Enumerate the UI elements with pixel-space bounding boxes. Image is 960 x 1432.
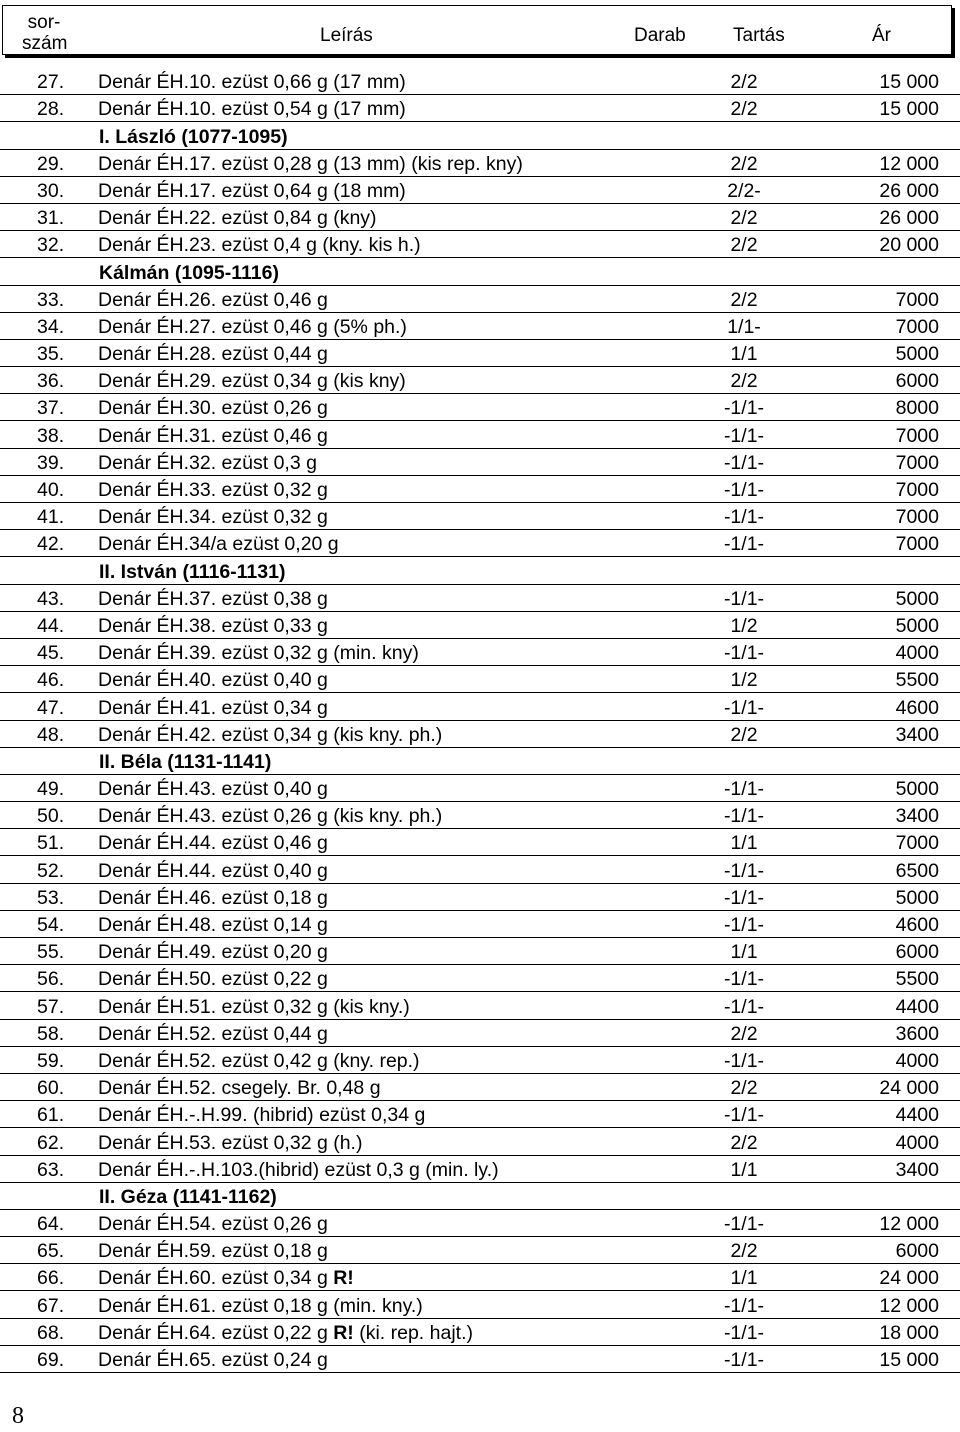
item-number: 41. [37,506,65,529]
table-row [0,585,960,612]
header-number-line1: sor- [27,12,61,33]
item-description [98,316,407,338]
item-description [98,1050,420,1072]
item-description-text: Denár ÉH.65. ezüst 0,24 g [98,1349,328,1371]
item-condition: 2/2 [730,1022,758,1045]
header-number [22,12,66,54]
item-description [98,479,328,501]
item-description-text: Denár ÉH.33. ezüst 0,32 g [98,479,328,501]
item-price: 6000 [895,1240,939,1263]
item-description [98,1213,328,1235]
item-price: 4600 [895,914,939,936]
table-row [0,1128,960,1155]
header-condition: Tartás [733,25,785,46]
item-description-text: Denár ÉH.51. ezüst 0,32 g (kis kny.) [98,995,410,1018]
item-price: 15 000 [879,71,939,94]
item-description [98,832,328,854]
item-description-text: Denár ÉH.-.H.103.(hibrid) ezüst 0,3 g (min. ly.) [98,1158,499,1181]
item-description-text: Denár ÉH.-.H.99. (hibrid) ezüst 0,34 g [98,1104,426,1127]
item-number: 60. [37,1077,65,1100]
table-row [0,231,960,258]
section-header [0,557,960,584]
item-number: 57. [37,995,65,1018]
item-description [98,1295,423,1317]
item-number: 40. [37,479,65,501]
item-condition: 2/2 [730,1077,758,1100]
item-number: 36. [37,370,65,393]
item-description [98,98,406,120]
item-description [98,778,328,800]
item-condition: -1/1- [723,859,765,882]
table-row [0,1074,960,1101]
item-number: 43. [37,587,65,610]
item-description [98,968,328,990]
item-description-text: Denár ÉH.64. ezüst 0,22 g [98,1321,334,1344]
section-title: II. István (1116-1131) [99,560,286,583]
item-description [98,697,328,719]
item-number: 59. [37,1049,65,1072]
section-title: I. László (1077-1095) [99,125,288,148]
item-number: 55. [37,941,65,964]
item-description [98,207,377,229]
table-row [0,1047,960,1074]
item-number: 44. [37,614,65,637]
item-price: 26 000 [879,179,939,202]
item-number: 49. [37,778,65,801]
item-condition: -1/1- [723,424,765,447]
table-header [2,5,952,55]
table-row [0,421,960,448]
item-condition: -1/1- [723,587,765,610]
header-number-line2: szám [22,33,68,54]
item-condition: 1/2 [730,669,758,692]
item-description-text: Denár ÉH.39. ezüst 0,32 g (min. kny) [98,642,419,665]
section-header [0,258,960,285]
item-description-text: Denár ÉH.38. ezüst 0,33 g [98,614,328,637]
item-condition: -1/1- [723,1213,765,1236]
item-condition: -1/1- [723,642,765,665]
item-description [98,914,328,936]
table-row [0,394,960,421]
item-condition: 2/2 [730,234,758,257]
item-condition: 2/2 [730,152,758,175]
item-number: 50. [37,805,65,828]
item-description-text: Denár ÉH.50. ezüst 0,22 g [98,968,328,991]
item-condition: 2/2 [730,98,758,121]
item-description-text: Denár ÉH.42. ezüst 0,34 g (kis kny. ph.) [98,723,443,746]
item-description-text: Denár ÉH.30. ezüst 0,26 g [98,397,328,420]
item-condition: -1/1- [723,886,765,909]
item-description-text: Denár ÉH.49. ezüst 0,20 g [98,941,328,964]
item-number: 46. [37,669,65,692]
table-row [0,1020,960,1047]
item-price: 5500 [895,669,939,692]
item-price: 5000 [895,886,939,909]
item-price: 12 000 [879,152,939,175]
item-price: 3400 [895,723,939,746]
item-description [98,533,339,555]
item-number: 28. [37,98,65,121]
item-description [98,941,328,963]
item-description [98,71,406,93]
item-number: 65. [37,1240,65,1263]
item-number: 47. [37,696,65,719]
item-number: 69. [37,1349,65,1371]
item-price: 7000 [895,288,939,311]
item-condition: 2/2 [730,71,758,94]
item-condition: -1/1- [723,1294,765,1317]
item-description [98,1267,354,1289]
table-row [0,68,960,95]
item-price: 4000 [895,1131,939,1154]
table-row [0,856,960,883]
table-row [0,693,960,720]
item-number: 67. [37,1294,65,1317]
item-description-text: Denár ÉH.34/a ezüst 0,20 g [98,533,339,556]
item-condition: 2/2 [730,288,758,311]
table-row [0,612,960,639]
table-row [0,1291,960,1318]
table-row [0,1237,960,1264]
item-description [98,506,328,528]
item-number: 42. [37,533,65,556]
table-row [0,775,960,802]
item-description-text: Denár ÉH.23. ezüst 0,4 g (kny. kis h.) [98,234,421,257]
item-description [98,996,410,1018]
item-price: 24 000 [879,1267,939,1290]
item-description-text: Denár ÉH.17. ezüst 0,28 g (13 mm) (kis rep. kny) [98,152,523,175]
item-number: 35. [37,343,65,366]
section-header [0,748,960,775]
item-number: 27. [37,71,65,94]
item-price: 7000 [895,424,939,447]
item-condition: -1/1- [723,533,765,556]
item-price: 12 000 [879,1213,939,1236]
item-price: 6000 [895,370,939,393]
item-description-text: Denár ÉH.59. ezüst 0,18 g [98,1240,328,1263]
header-price: Ár [872,25,891,46]
item-description-text: Denár ÉH.48. ezüst 0,14 g [98,914,328,936]
item-condition: -1/1- [723,451,765,474]
item-description [98,370,406,392]
item-price: 5500 [895,968,939,991]
item-description-text: Denár ÉH.22. ezüst 0,84 g (kny) [98,207,377,230]
item-condition: -1/1- [723,914,765,936]
item-description-text: Denár ÉH.44. ezüst 0,46 g [98,832,328,855]
item-number: 64. [37,1213,65,1236]
page-number: 8 [12,1403,24,1429]
table-row [0,1101,960,1128]
item-description [98,588,328,610]
item-number: 45. [37,642,65,665]
item-condition: -1/1- [723,1049,765,1072]
table-row [0,829,960,856]
item-description-text: Denár ÉH.26. ezüst 0,46 g [98,288,328,311]
table-row [0,884,960,911]
item-condition: 1/2 [730,614,758,637]
item-condition: -1/1- [723,397,765,420]
item-price: 7000 [895,533,939,556]
section-title: Kálmán (1095-1116) [99,261,279,284]
item-price: 5000 [895,778,939,801]
item-price: 26 000 [879,207,939,230]
item-description-text: Denár ÉH.60. ezüst 0,34 g [98,1267,334,1290]
table-row [0,965,960,992]
table-row [0,802,960,829]
item-price: 6000 [895,941,939,964]
item-description [98,289,328,311]
section-header [0,1183,960,1210]
item-condition: 1/1 [730,1158,758,1181]
table-row [0,1156,960,1183]
item-condition: 2/2 [730,370,758,393]
table-row [0,639,960,666]
item-number: 62. [37,1131,65,1154]
item-description [98,1159,499,1181]
item-number: 37. [37,397,65,420]
item-number: 30. [37,179,65,202]
rarity-mark: R! [333,1321,354,1344]
item-description-text: Denár ÉH.52. ezüst 0,42 g (kny. rep.) [98,1049,420,1072]
item-price: 7000 [895,315,939,338]
item-price: 24 000 [879,1077,939,1100]
section-title: II. Béla (1131-1141) [99,750,272,773]
item-description-text: Denár ÉH.52. ezüst 0,44 g [98,1022,328,1045]
item-price: 4000 [895,642,939,665]
table-row [0,449,960,476]
item-price: 5000 [895,343,939,366]
item-price: 8000 [895,397,939,420]
item-description-text: Denár ÉH.37. ezüst 0,38 g [98,587,328,610]
item-price: 4600 [895,696,939,719]
item-description [98,234,421,256]
item-description [98,397,328,419]
item-number: 54. [37,914,65,936]
item-description-text: Denár ÉH.29. ezüst 0,34 g (kis kny) [98,370,406,393]
item-description-text: Denár ÉH.31. ezüst 0,46 g [98,424,328,447]
item-condition: -1/1- [723,805,765,828]
item-condition: 2/2 [730,1240,758,1263]
item-price: 4000 [895,1049,939,1072]
item-number: 63. [37,1158,65,1181]
item-price: 15 000 [879,98,939,121]
item-description [98,1322,473,1344]
item-description-text: Denár ÉH.52. csegely. Br. 0,48 g [98,1077,381,1100]
item-description-text: Denár ÉH.10. ezüst 0,54 g (17 mm) [98,98,406,121]
item-price: 15 000 [879,1349,939,1371]
item-description [98,860,328,882]
rarity-mark: R! [333,1267,354,1290]
item-description [98,1023,328,1045]
table-row [0,992,960,1019]
item-number: 53. [37,886,65,909]
item-description-text: Denár ÉH.54. ezüst 0,26 g [98,1213,328,1236]
table-row [0,503,960,530]
item-condition: -1/1- [723,995,765,1018]
item-description-text: Denár ÉH.17. ezüst 0,64 g (18 mm) [98,179,406,202]
item-description [98,724,442,746]
item-description [98,1104,425,1126]
table-row [0,721,960,748]
item-number: 66. [37,1267,65,1290]
header-description: Leírás [320,25,373,46]
item-price: 7000 [895,832,939,855]
item-price: 3400 [895,805,939,828]
table-row [0,95,960,122]
section-header [0,122,960,149]
item-condition: 1/1 [730,343,758,366]
item-description-text: Denár ÉH.10. ezüst 0,66 g (17 mm) [98,71,406,94]
item-number: 52. [37,859,65,882]
item-description-text: Denár ÉH.46. ezüst 0,18 g [98,886,328,909]
section-title: II. Géza (1141-1162) [99,1185,277,1208]
item-number: 38. [37,424,65,447]
item-description [98,1240,328,1262]
item-condition: 1/1 [730,1267,758,1290]
item-condition: -1/1- [723,1104,765,1127]
item-description [98,153,523,175]
table-row [0,367,960,394]
item-condition: -1/1- [723,506,765,529]
item-condition: -1/1- [723,696,765,719]
item-description [98,887,328,909]
table-row [0,1264,960,1291]
item-price: 7000 [895,451,939,474]
item-description [98,1132,362,1154]
item-price: 18 000 [879,1321,939,1344]
item-description-text: Denár ÉH.28. ezüst 0,44 g [98,343,328,366]
item-description [98,805,442,827]
item-description [98,1077,381,1099]
item-description [98,425,328,447]
item-description-note: (ki. rep. hajt.) [353,1321,473,1344]
item-condition: -1/1- [723,1349,765,1371]
table-row [0,666,960,693]
table-row [0,204,960,231]
item-description-text: Denár ÉH.32. ezüst 0,3 g [98,451,317,474]
table-row [0,150,960,177]
item-price: 4400 [895,995,939,1018]
header-quantity: Darab [634,25,686,46]
table-row [0,530,960,557]
item-condition: 1/1 [730,941,758,964]
item-number: 32. [37,234,65,257]
table-row [0,1319,960,1346]
item-condition: 2/2- [727,179,761,202]
item-description-text: Denár ÉH.27. ezüst 0,46 g (5% ph.) [98,315,407,338]
item-number: 29. [37,152,65,175]
item-number: 31. [37,207,65,230]
item-price: 4400 [895,1104,939,1127]
item-description [98,452,317,474]
item-description-text: Denár ÉH.53. ezüst 0,32 g (h.) [98,1131,363,1154]
item-number: 51. [37,832,65,855]
item-description [98,642,419,664]
item-condition: 1/1 [730,832,758,855]
item-condition: -1/1- [723,968,765,991]
item-number: 68. [37,1321,65,1344]
item-description-text: Denár ÉH.34. ezüst 0,32 g [98,506,328,529]
item-description-text: Denár ÉH.43. ezüst 0,40 g [98,778,328,801]
item-number: 39. [37,451,65,474]
item-condition: 2/2 [730,207,758,230]
table-row [0,177,960,204]
table-row [0,476,960,503]
item-price: 7000 [895,479,939,501]
item-description [98,343,328,365]
item-number: 34. [37,315,65,338]
item-number: 58. [37,1022,65,1045]
item-condition: -1/1- [723,778,765,801]
item-number: 56. [37,968,65,991]
item-price: 20 000 [879,234,939,257]
item-description-text: Denár ÉH.44. ezüst 0,40 g [98,859,328,882]
item-number: 33. [37,288,65,311]
item-price: 3400 [895,1158,939,1181]
table-row [0,340,960,367]
item-number: 61. [37,1104,65,1127]
item-price: 3600 [895,1022,939,1045]
item-number: 48. [37,723,65,746]
item-price: 12 000 [879,1294,939,1317]
item-condition: 2/2 [730,1131,758,1154]
item-description [98,669,328,691]
item-condition: 1/1- [727,315,761,338]
item-description-text: Denár ÉH.41. ezüst 0,34 g [98,696,328,719]
item-condition: 2/2 [730,723,758,746]
table-row [0,313,960,340]
table-row [0,286,960,313]
item-description [98,1349,328,1371]
item-price: 6500 [895,859,939,882]
table-row [0,911,960,938]
catalog-table [0,68,960,1373]
item-description-text: Denár ÉH.40. ezüst 0,40 g [98,669,328,692]
item-price: 5000 [895,614,939,637]
item-price: 5000 [895,587,939,610]
table-row [0,1210,960,1237]
table-row [0,1346,960,1373]
item-condition: -1/1- [723,479,765,501]
item-description [98,615,328,637]
item-condition: -1/1- [723,1321,765,1344]
item-description-text: Denár ÉH.61. ezüst 0,18 g (min. kny.) [98,1294,423,1317]
table-row [0,938,960,965]
item-description-text: Denár ÉH.43. ezüst 0,26 g (kis kny. ph.) [98,805,443,828]
item-price: 7000 [895,506,939,529]
item-description [98,180,406,202]
